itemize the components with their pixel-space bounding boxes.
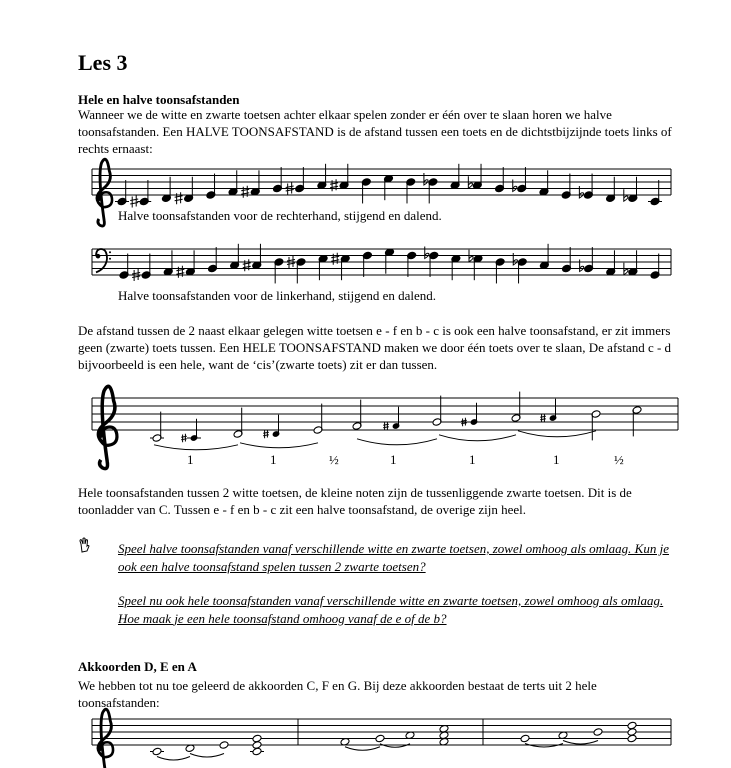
chord-note <box>627 721 637 730</box>
passing-note <box>263 415 279 438</box>
sharp-icon <box>243 259 251 271</box>
note <box>606 250 616 276</box>
caption-right-hand: Halve toonsafstanden voor de rechterhand, stijgend en dalend. <box>118 208 442 223</box>
note <box>539 244 549 270</box>
note <box>650 254 660 280</box>
note <box>317 164 327 190</box>
passing-note <box>383 407 399 430</box>
interval-label: ½ <box>329 452 339 467</box>
note <box>115 180 129 206</box>
note <box>606 177 616 203</box>
hand-icon <box>78 537 90 553</box>
note <box>274 258 284 284</box>
flat-icon <box>425 247 429 259</box>
note <box>132 254 151 281</box>
flat-icon <box>424 173 428 185</box>
note <box>624 250 638 276</box>
sharp-icon <box>175 192 183 204</box>
explanation-paragraph: De afstand tussen de 2 naast elkaar gelegen witte toetsen e - f en b - c is ook een halve toonsafstand, er zit immers geen (zwarte) toets tussen. Een HELE TOONSAFSTAND maken we door één toets over te slaan, De afstand c - d bijvoorbeeld is een hele, want de ‘cis’(zwarte toets) zit er dan tussen. <box>78 323 672 372</box>
slur <box>157 757 190 761</box>
slur <box>190 754 224 758</box>
slur <box>345 747 380 751</box>
scale-note <box>591 410 601 441</box>
slur <box>439 435 516 441</box>
treble-clef-icon <box>98 386 117 468</box>
note <box>176 250 195 277</box>
note <box>407 251 417 277</box>
note <box>230 244 240 270</box>
sharp-icon <box>181 434 187 442</box>
scale-paragraph: Hele toonsafstanden tussen 2 witte toetsen, de kleine noten zijn de tussenliggende zwarte toetsen. Dit is de toonladder van C. Tussen e - f en b - c zit een halve toonsafstand, de overige zijn heel. <box>78 485 632 517</box>
note <box>468 164 482 190</box>
note <box>469 250 483 280</box>
slur <box>240 443 318 448</box>
slur <box>518 431 596 437</box>
sharp-icon <box>130 196 138 208</box>
sharp-icon <box>331 253 339 265</box>
scale-note <box>233 408 243 439</box>
note <box>495 258 505 284</box>
interval-label: 1 <box>390 452 397 467</box>
sharp-icon <box>263 430 269 438</box>
assignment-paragraph-1: Speel halve toonsafstanden vanaf verschillende witte en zwarte toetsen, zowel omhoog als omlaag. Kun je ook een halve toonsafstand spelen tussen 2 zwarte toetsen? <box>118 541 669 574</box>
sharp-icon <box>540 414 546 422</box>
note <box>562 247 572 273</box>
interval-label: 1 <box>553 452 560 467</box>
chord-step-note <box>375 734 385 743</box>
flat-icon <box>579 186 583 198</box>
slur <box>357 439 437 445</box>
note <box>451 254 461 280</box>
interval-label: 1 <box>187 452 194 467</box>
intro-paragraph: Wanneer we de witte en zwarte toetsen achter elkaar spelen zonder er één over te slaan horen we halve toonsafstanden. Een HALVE TOONSAFSTAND is de afstand tussen een toets en de dichtstbijzijnde toets links of rechts ernaast: <box>78 107 672 156</box>
sharp-icon <box>330 179 338 191</box>
chord-step-note <box>520 734 530 743</box>
note <box>241 170 260 197</box>
section-heading-chords: Akkoorden D, E en A <box>78 659 197 674</box>
note <box>624 177 638 203</box>
note <box>161 177 171 203</box>
slur <box>154 445 238 450</box>
scale-note <box>511 392 521 423</box>
note <box>539 170 549 196</box>
scale-note <box>313 404 323 435</box>
chord-step-note <box>593 728 603 737</box>
note <box>208 247 218 273</box>
page-title: Les 3 <box>78 50 128 75</box>
flat-icon <box>580 260 584 272</box>
note <box>561 174 571 200</box>
note <box>495 167 505 193</box>
sharp-icon <box>241 186 249 198</box>
note <box>648 180 662 206</box>
slur <box>563 741 598 745</box>
scale-note <box>150 412 164 443</box>
note <box>228 170 238 196</box>
note <box>287 256 306 283</box>
interval-label: ½ <box>614 452 624 467</box>
chords-paragraph: We hebben tot nu toe geleerd de akkoorden C, F en G. Bij deze akkoorden bestaat de terts uit 2 hele toonsafstanden: <box>78 678 597 710</box>
note <box>406 178 416 204</box>
note <box>130 180 151 207</box>
assignment-paragraph-2: Speel nu ook hele toonsafstanden vanaf verschillende witte en zwarte toetsen, zowel omhoog als omlaag. Hoe maak je een hele toonsafstand omhoog vanaf de e of de b? <box>118 593 664 626</box>
note <box>163 250 173 276</box>
chord-step-note <box>219 741 229 750</box>
chord-note <box>252 734 262 743</box>
interval-label: 1 <box>270 452 277 467</box>
scale-note <box>632 406 642 437</box>
interval-label: 1 <box>469 452 476 467</box>
note <box>286 167 305 194</box>
note <box>175 177 194 204</box>
chords-staff <box>0 708 731 768</box>
note <box>450 164 460 190</box>
flat-icon <box>513 180 517 192</box>
note <box>361 178 371 204</box>
sharp-icon <box>176 266 184 278</box>
note <box>330 164 349 191</box>
note <box>119 254 129 280</box>
flat-icon <box>513 253 517 265</box>
note <box>272 167 282 193</box>
note <box>362 251 372 277</box>
section-heading-intervals: Hele en halve toonsafstanden <box>78 92 240 107</box>
c-scale-staff <box>0 388 731 458</box>
sharp-icon <box>383 422 389 430</box>
note <box>331 253 350 280</box>
chord-step-note <box>150 747 164 756</box>
scale-note <box>352 400 362 431</box>
note <box>384 174 394 200</box>
note <box>318 254 328 280</box>
note <box>385 248 395 274</box>
note <box>243 244 262 271</box>
note <box>206 174 216 200</box>
passing-note <box>540 399 556 422</box>
caption-left-hand: Halve toonsafstanden voor de linkerhand, stijgend en dalend. <box>118 288 437 303</box>
scale-note <box>432 396 442 427</box>
